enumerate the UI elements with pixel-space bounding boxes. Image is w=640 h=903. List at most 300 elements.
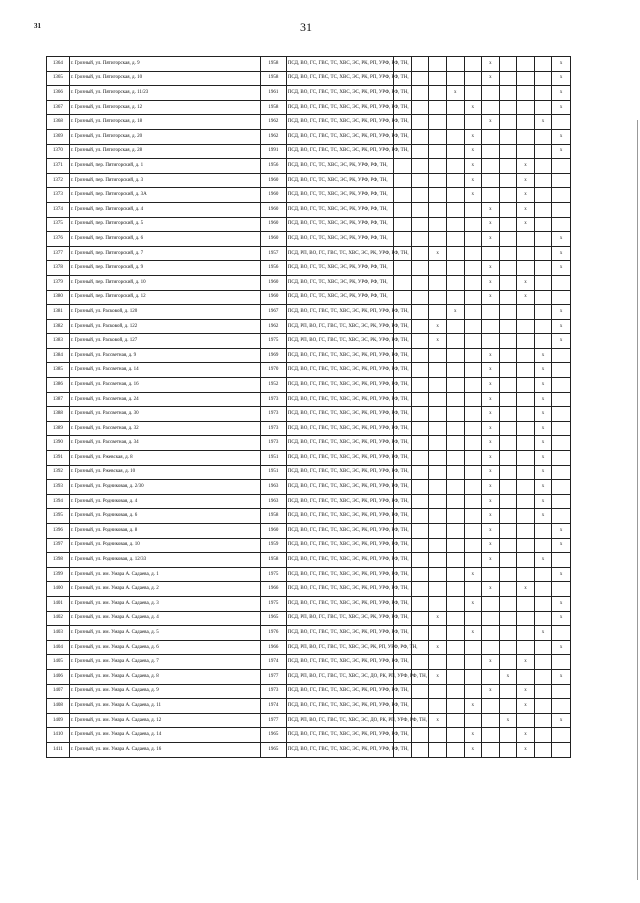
row-systems: ПСД, ВО, ГС, ГВС, ТС, ХВС, ЭС, РК, РП, УРФ, РФ, ТН, xyxy=(286,494,393,509)
mark-cell-3 xyxy=(429,655,447,670)
mark-cell-4 xyxy=(446,451,464,466)
row-year: 1965 xyxy=(260,742,286,757)
mark-cell-10: x xyxy=(552,334,571,349)
table-row xyxy=(47,567,571,582)
mark-cell-4 xyxy=(446,100,464,115)
row-address: г. Грозный, ул. Родниковая, д. 2/30 xyxy=(69,480,260,495)
mark-cell-7 xyxy=(499,334,517,349)
row-number: 1381 xyxy=(47,305,70,320)
mark-cell-4 xyxy=(446,436,464,451)
mark-cell-10 xyxy=(552,159,571,174)
mark-cell-4 xyxy=(446,742,464,757)
row-systems: ПСД, ВО, ГС, ГВС, ТС, ХВС, ЭС, РК, РП, УРФ, РФ, ТН, xyxy=(286,100,393,115)
mark-cell-2 xyxy=(411,129,429,144)
mark-cell-3 xyxy=(429,261,447,276)
table-row xyxy=(47,100,571,115)
mark-cell-5 xyxy=(464,202,482,217)
housing-register-table xyxy=(46,56,571,758)
mark-cell-3: x xyxy=(429,669,447,684)
mark-cell-4 xyxy=(446,684,464,699)
mark-cell-10 xyxy=(552,699,571,714)
mark-cell-5 xyxy=(464,421,482,436)
row-year: 1969 xyxy=(260,348,286,363)
table-row xyxy=(47,626,571,641)
row-systems: ПСД, ВО, ГС, ГВС, ТС, ХВС, ЭС, РК, РП, УРФ, РФ, ТН, xyxy=(286,407,393,422)
mark-cell-2 xyxy=(411,275,429,290)
mark-cell-2 xyxy=(411,582,429,597)
mark-cell-10: x xyxy=(552,71,571,86)
row-year: 1958 xyxy=(260,57,286,72)
row-number: 1403 xyxy=(47,626,70,641)
mark-cell-7 xyxy=(499,640,517,655)
mark-cell-6 xyxy=(482,567,500,582)
mark-cell-9: x xyxy=(534,553,552,568)
table-row xyxy=(47,524,571,539)
mark-cell-3 xyxy=(429,509,447,524)
row-number: 1379 xyxy=(47,275,70,290)
row-systems: ПСД, ВО, ГС, ГВС, ТС, ХВС, ЭС, РК, РП, УРФ, РФ, ТН, xyxy=(286,129,393,144)
table-row xyxy=(47,582,571,597)
mark-cell-6 xyxy=(482,319,500,334)
mark-cell-8: x xyxy=(517,290,535,305)
mark-cell-5 xyxy=(464,524,482,539)
row-year: 1963 xyxy=(260,480,286,495)
mark-cell-6: x xyxy=(482,436,500,451)
mark-cell-9: x xyxy=(534,465,552,480)
mark-cell-9: x xyxy=(534,509,552,524)
mark-cell-9 xyxy=(534,713,552,728)
mark-cell-9 xyxy=(534,334,552,349)
mark-cell-7 xyxy=(499,202,517,217)
row-systems: ПСД, ВО, ГС, ГВС, ТС, ХВС, ЭС, РК, РП, УРФ, РФ, ТН, xyxy=(286,626,393,641)
mark-cell-3 xyxy=(429,626,447,641)
row-address: г. Грозный, пер. Пятигорский, д. 5 xyxy=(69,217,260,232)
table-row xyxy=(47,596,571,611)
mark-cell-3 xyxy=(429,451,447,466)
mark-cell-4 xyxy=(446,261,464,276)
row-address: г. Грозный, ул. им. Умара А. Садаева, д. 14 xyxy=(69,728,260,743)
table-row xyxy=(47,713,571,728)
row-address: г. Грозный, ул. им. Умара А. Садаева, д. 3 xyxy=(69,596,260,611)
row-systems: ПСД, РП, ВО, ГС, ГВС, ТС, ХВС, ЭС, РК, УРФ, РФ, ТН, xyxy=(286,334,393,349)
row-number: 1401 xyxy=(47,596,70,611)
row-year: 1960 xyxy=(260,290,286,305)
mark-cell-7 xyxy=(499,480,517,495)
mark-cell-9 xyxy=(534,290,552,305)
mark-cell-10 xyxy=(552,188,571,203)
mark-cell-5 xyxy=(464,494,482,509)
row-year: 1952 xyxy=(260,378,286,393)
mark-cell-7 xyxy=(499,524,517,539)
mark-cell-7 xyxy=(499,655,517,670)
mark-cell-10 xyxy=(552,217,571,232)
mark-cell-10 xyxy=(552,202,571,217)
mark-cell-7: x xyxy=(499,669,517,684)
row-address: г. Грозный, пер. Пятигорский, д. 12 xyxy=(69,290,260,305)
row-number: 1395 xyxy=(47,509,70,524)
row-address: г. Грозный, ул. Пятигорская, д. 28 xyxy=(69,144,260,159)
row-systems: ПСД, ВО, ГС, ГВС, ТС, ХВС, ЭС, РК, РП, УРФ, РФ, ТН, xyxy=(286,57,393,72)
mark-cell-6 xyxy=(482,728,500,743)
table-row xyxy=(47,202,571,217)
mark-cell-10 xyxy=(552,728,571,743)
mark-cell-4 xyxy=(446,246,464,261)
mark-cell-6: x xyxy=(482,290,500,305)
mark-cell-7 xyxy=(499,246,517,261)
row-number: 1371 xyxy=(47,159,70,174)
mark-cell-4 xyxy=(446,655,464,670)
mark-cell-8: x xyxy=(517,188,535,203)
table-row xyxy=(47,305,571,320)
row-number: 1385 xyxy=(47,363,70,378)
mark-cell-6: x xyxy=(482,684,500,699)
mark-cell-4 xyxy=(446,290,464,305)
mark-cell-2 xyxy=(411,159,429,174)
mark-cell-8 xyxy=(517,611,535,626)
row-systems: ПСД, ВО, ГС, ГВС, ТС, ХВС, ЭС, РК, РП, УРФ, РФ, ТН, xyxy=(286,582,393,597)
mark-cell-2 xyxy=(411,509,429,524)
mark-cell-10: x xyxy=(552,246,571,261)
table-row xyxy=(47,188,571,203)
row-address: г. Грозный, пер. Пятигорский, д. 3 xyxy=(69,173,260,188)
mark-cell-6 xyxy=(482,596,500,611)
mark-cell-5 xyxy=(464,640,482,655)
mark-cell-3 xyxy=(429,553,447,568)
mark-cell-8 xyxy=(517,669,535,684)
mark-cell-6: x xyxy=(482,524,500,539)
mark-cell-4 xyxy=(446,378,464,393)
mark-cell-1 xyxy=(394,188,412,203)
mark-cell-8 xyxy=(517,232,535,247)
row-systems: ПСД, ВО, ГС, ГВС, ТС, ХВС, ЭС, РК, РП, УРФ, РФ, ТН, xyxy=(286,699,393,714)
mark-cell-6 xyxy=(482,611,500,626)
mark-cell-7 xyxy=(499,509,517,524)
row-number: 1399 xyxy=(47,567,70,582)
mark-cell-2 xyxy=(411,611,429,626)
row-address: г. Грозный, ул. им. Умара А. Садаева, д. 2 xyxy=(69,582,260,597)
row-number: 1408 xyxy=(47,699,70,714)
mark-cell-8 xyxy=(517,71,535,86)
row-year: 1975 xyxy=(260,596,286,611)
table-row xyxy=(47,246,571,261)
mark-cell-8 xyxy=(517,713,535,728)
mark-cell-10 xyxy=(552,465,571,480)
mark-cell-7 xyxy=(499,611,517,626)
row-year: 1975 xyxy=(260,567,286,582)
row-number: 1409 xyxy=(47,713,70,728)
row-year: 1960 xyxy=(260,188,286,203)
mark-cell-1 xyxy=(394,159,412,174)
row-systems: ПСД, ВО, ГС, ГВС, ТС, ХВС, ЭС, РК, РП, УРФ, РФ, ТН, xyxy=(286,596,393,611)
mark-cell-5: x xyxy=(464,626,482,641)
mark-cell-6: x xyxy=(482,655,500,670)
mark-cell-5 xyxy=(464,319,482,334)
mark-cell-8 xyxy=(517,86,535,101)
row-systems: ПСД, ВО, ГС, ГВС, ТС, ХВС, ЭС, РК, РП, УРФ, РФ, ТН, xyxy=(286,509,393,524)
row-year: 1960 xyxy=(260,217,286,232)
mark-cell-4 xyxy=(446,159,464,174)
row-systems: ПСД, РП, ВО, ГС, ГВС, ТС, ХВС, ЭС, РК, УРФ, РФ, ТН, xyxy=(286,246,393,261)
row-number: 1370 xyxy=(47,144,70,159)
row-number: 1374 xyxy=(47,202,70,217)
mark-cell-2 xyxy=(411,524,429,539)
row-year: 1962 xyxy=(260,115,286,130)
row-address: г. Грозный, ул. Родниковая, д. 8 xyxy=(69,524,260,539)
mark-cell-10 xyxy=(552,684,571,699)
mark-cell-3 xyxy=(429,407,447,422)
scan-edge-line xyxy=(637,120,638,880)
mark-cell-9 xyxy=(534,261,552,276)
table-row xyxy=(47,421,571,436)
mark-cell-8: x xyxy=(517,699,535,714)
mark-cell-5: x xyxy=(464,728,482,743)
mark-cell-7 xyxy=(499,451,517,466)
row-address: г. Грозный, ул. Рассветная, д. 30 xyxy=(69,407,260,422)
row-year: 1957 xyxy=(260,246,286,261)
mark-cell-6 xyxy=(482,129,500,144)
row-address: г. Грозный, ул. Рассветная, д. 9 xyxy=(69,348,260,363)
row-number: 1397 xyxy=(47,538,70,553)
row-address: г. Грозный, ул. Рассветная, д. 34 xyxy=(69,436,260,451)
mark-cell-8 xyxy=(517,246,535,261)
row-systems: ПСД, ВО, ГС, ГВС, ТС, ХВС, ЭС, РК, РП, УРФ, РФ, ТН, xyxy=(286,71,393,86)
table-row xyxy=(47,86,571,101)
mark-cell-9: x xyxy=(534,348,552,363)
mark-cell-5: x xyxy=(464,188,482,203)
row-systems: ПСД, ВО, ГС, ГВС, ТС, ХВС, ЭС, РК, РП, УРФ, РФ, ТН, xyxy=(286,553,393,568)
mark-cell-1 xyxy=(394,261,412,276)
row-number: 1364 xyxy=(47,57,70,72)
row-number: 1387 xyxy=(47,392,70,407)
mark-cell-9: x xyxy=(534,480,552,495)
mark-cell-8 xyxy=(517,100,535,115)
mark-cell-8 xyxy=(517,596,535,611)
mark-cell-2 xyxy=(411,144,429,159)
mark-cell-10 xyxy=(552,436,571,451)
row-systems: ПСД, ВО, ГС, ГВС, ТС, ХВС, ЭС, РК, РП, УРФ, РФ, ТН, xyxy=(286,465,393,480)
mark-cell-8 xyxy=(517,524,535,539)
row-year: 1991 xyxy=(260,144,286,159)
mark-cell-4 xyxy=(446,217,464,232)
mark-cell-9 xyxy=(534,582,552,597)
mark-cell-2 xyxy=(411,684,429,699)
mark-cell-4 xyxy=(446,699,464,714)
row-address: г. Грозный, ул. Расковой, д. 127 xyxy=(69,334,260,349)
mark-cell-9 xyxy=(534,742,552,757)
table-row xyxy=(47,640,571,655)
mark-cell-9 xyxy=(534,728,552,743)
row-systems: ПСД, ВО, ГС, ГВС, ТС, ХВС, ЭС, РК, РП, УРФ, РФ, ТН, xyxy=(286,436,393,451)
mark-cell-10 xyxy=(552,275,571,290)
mark-cell-4 xyxy=(446,713,464,728)
row-address: г. Грозный, ул. им. Умара А. Садаева, д. 5 xyxy=(69,626,260,641)
mark-cell-3: x xyxy=(429,611,447,626)
mark-cell-8 xyxy=(517,640,535,655)
row-address: г. Грозный, пер. Пятигорский, д. 7 xyxy=(69,246,260,261)
mark-cell-10 xyxy=(552,553,571,568)
mark-cell-10: x xyxy=(552,261,571,276)
mark-cell-9 xyxy=(534,217,552,232)
mark-cell-6 xyxy=(482,626,500,641)
row-address: г. Грозный, ул. Пятигорская, д. 9 xyxy=(69,57,260,72)
mark-cell-5: x xyxy=(464,173,482,188)
mark-cell-6: x xyxy=(482,538,500,553)
mark-cell-2 xyxy=(411,436,429,451)
mark-cell-4 xyxy=(446,611,464,626)
mark-cell-10: x xyxy=(552,319,571,334)
row-year: 1960 xyxy=(260,232,286,247)
table-row xyxy=(47,57,571,72)
mark-cell-2 xyxy=(411,494,429,509)
mark-cell-6: x xyxy=(482,261,500,276)
row-number: 1390 xyxy=(47,436,70,451)
mark-cell-4 xyxy=(446,129,464,144)
row-systems: ПСД, ВО, ГС, ГВС, ТС, ХВС, ЭС, РК, РП, УРФ, РФ, ТН, xyxy=(286,728,393,743)
mark-cell-3: x xyxy=(429,334,447,349)
row-systems: ПСД, ВО, ГС, ГВС, ТС, ХВС, ЭС, РК, РП, УРФ, РФ, ТН, xyxy=(286,567,393,582)
mark-cell-5 xyxy=(464,553,482,568)
row-systems: ПСД, ВО, ГС, ТС, ХВС, ЭС, РК, УРФ, РФ, ТН, xyxy=(286,290,393,305)
mark-cell-6: x xyxy=(482,407,500,422)
table-row xyxy=(47,115,571,130)
mark-cell-3 xyxy=(429,129,447,144)
mark-cell-10 xyxy=(552,173,571,188)
mark-cell-3 xyxy=(429,363,447,378)
mark-cell-6: x xyxy=(482,421,500,436)
mark-cell-2 xyxy=(411,232,429,247)
mark-cell-3 xyxy=(429,217,447,232)
row-year: 1977 xyxy=(260,669,286,684)
table-row xyxy=(47,509,571,524)
mark-cell-2 xyxy=(411,348,429,363)
mark-cell-2 xyxy=(411,553,429,568)
mark-cell-7 xyxy=(499,378,517,393)
mark-cell-9: x xyxy=(534,494,552,509)
mark-cell-10: x xyxy=(552,524,571,539)
mark-cell-9 xyxy=(534,159,552,174)
row-systems: ПСД, РП, ВО, ГС, ГВС, ТС, ХВС, ЭС, РК, УРФ, РФ, ТН, xyxy=(286,611,393,626)
row-number: 1392 xyxy=(47,465,70,480)
mark-cell-8 xyxy=(517,626,535,641)
row-systems: ПСД, ВО, ГС, ГВС, ТС, ХВС, ЭС, РК, РП, УРФ, РФ, ТН, xyxy=(286,524,393,539)
row-systems: ПСД, ВО, ГС, ГВС, ТС, ХВС, ЭС, РК, РП, УРФ, РФ, ТН, xyxy=(286,363,393,378)
mark-cell-6 xyxy=(482,86,500,101)
mark-cell-6 xyxy=(482,144,500,159)
mark-cell-10: x xyxy=(552,567,571,582)
mark-cell-7 xyxy=(499,392,517,407)
mark-cell-8: x xyxy=(517,655,535,670)
mark-cell-3 xyxy=(429,173,447,188)
row-number: 1391 xyxy=(47,451,70,466)
mark-cell-7 xyxy=(499,305,517,320)
mark-cell-3 xyxy=(429,378,447,393)
mark-cell-3 xyxy=(429,348,447,363)
mark-cell-3: x xyxy=(429,713,447,728)
row-year: 1961 xyxy=(260,86,286,101)
mark-cell-4 xyxy=(446,115,464,130)
mark-cell-5 xyxy=(464,305,482,320)
mark-cell-5 xyxy=(464,669,482,684)
mark-cell-8 xyxy=(517,144,535,159)
row-address: г. Грозный, ул. Родниковая, д. 6 xyxy=(69,509,260,524)
row-number: 1367 xyxy=(47,100,70,115)
row-number: 1404 xyxy=(47,640,70,655)
mark-cell-2 xyxy=(411,480,429,495)
mark-cell-5 xyxy=(464,348,482,363)
mark-cell-2 xyxy=(411,421,429,436)
row-number: 1389 xyxy=(47,421,70,436)
mark-cell-2 xyxy=(411,217,429,232)
mark-cell-4 xyxy=(446,538,464,553)
mark-cell-3 xyxy=(429,305,447,320)
mark-cell-10: x xyxy=(552,129,571,144)
row-address: г. Грозный, пер. Пятигорский, д. 4 xyxy=(69,202,260,217)
row-number: 1406 xyxy=(47,669,70,684)
mark-cell-8 xyxy=(517,305,535,320)
mark-cell-9 xyxy=(534,596,552,611)
mark-cell-2 xyxy=(411,596,429,611)
mark-cell-5 xyxy=(464,71,482,86)
row-year: 1959 xyxy=(260,538,286,553)
table-row xyxy=(47,319,571,334)
row-address: г. Грозный, ул. Ржевская, д. 10 xyxy=(69,465,260,480)
mark-cell-5 xyxy=(464,538,482,553)
mark-cell-6: x xyxy=(482,494,500,509)
mark-cell-9: x xyxy=(534,407,552,422)
mark-cell-5 xyxy=(464,480,482,495)
mark-cell-6 xyxy=(482,669,500,684)
mark-cell-3 xyxy=(429,188,447,203)
mark-cell-5: x xyxy=(464,159,482,174)
mark-cell-10 xyxy=(552,392,571,407)
row-address: г. Грозный, ул. Рассветная, д. 14 xyxy=(69,363,260,378)
mark-cell-9 xyxy=(534,567,552,582)
row-number: 1407 xyxy=(47,684,70,699)
mark-cell-5 xyxy=(464,378,482,393)
mark-cell-3 xyxy=(429,699,447,714)
mark-cell-2 xyxy=(411,57,429,72)
row-address: г. Грозный, ул. им. Умара А. Садаева, д. 8 xyxy=(69,669,260,684)
mark-cell-6: x xyxy=(482,217,500,232)
row-year: 1973 xyxy=(260,684,286,699)
row-address: г. Грозный, ул. Расковой, д. 122 xyxy=(69,319,260,334)
row-address: г. Грозный, ул. им. Умара А. Садаева, д. 16 xyxy=(69,742,260,757)
mark-cell-7 xyxy=(499,217,517,232)
mark-cell-4 xyxy=(446,669,464,684)
row-number: 1366 xyxy=(47,86,70,101)
mark-cell-6: x xyxy=(482,275,500,290)
mark-cell-8 xyxy=(517,129,535,144)
mark-cell-6: x xyxy=(482,451,500,466)
row-address: г. Грозный, ул. Пятигорская, д. 12 xyxy=(69,100,260,115)
row-address: г. Грозный, ул. Расковой, д. 120 xyxy=(69,305,260,320)
mark-cell-10 xyxy=(552,115,571,130)
table-row xyxy=(47,290,571,305)
mark-cell-8: x xyxy=(517,582,535,597)
mark-cell-8 xyxy=(517,451,535,466)
row-systems: ПСД, РП, ВО, ГС, ГВС, ТС, ХВС, ЭС, РК, УРФ, РФ, ТН, xyxy=(286,319,393,334)
row-address: г. Грозный, ул. Рассветная, д. 24 xyxy=(69,392,260,407)
row-number: 1372 xyxy=(47,173,70,188)
mark-cell-3 xyxy=(429,290,447,305)
mark-cell-6 xyxy=(482,699,500,714)
mark-cell-2 xyxy=(411,699,429,714)
table-row xyxy=(47,334,571,349)
mark-cell-8 xyxy=(517,261,535,276)
mark-cell-2 xyxy=(411,319,429,334)
table-row xyxy=(47,129,571,144)
row-year: 1960 xyxy=(260,173,286,188)
